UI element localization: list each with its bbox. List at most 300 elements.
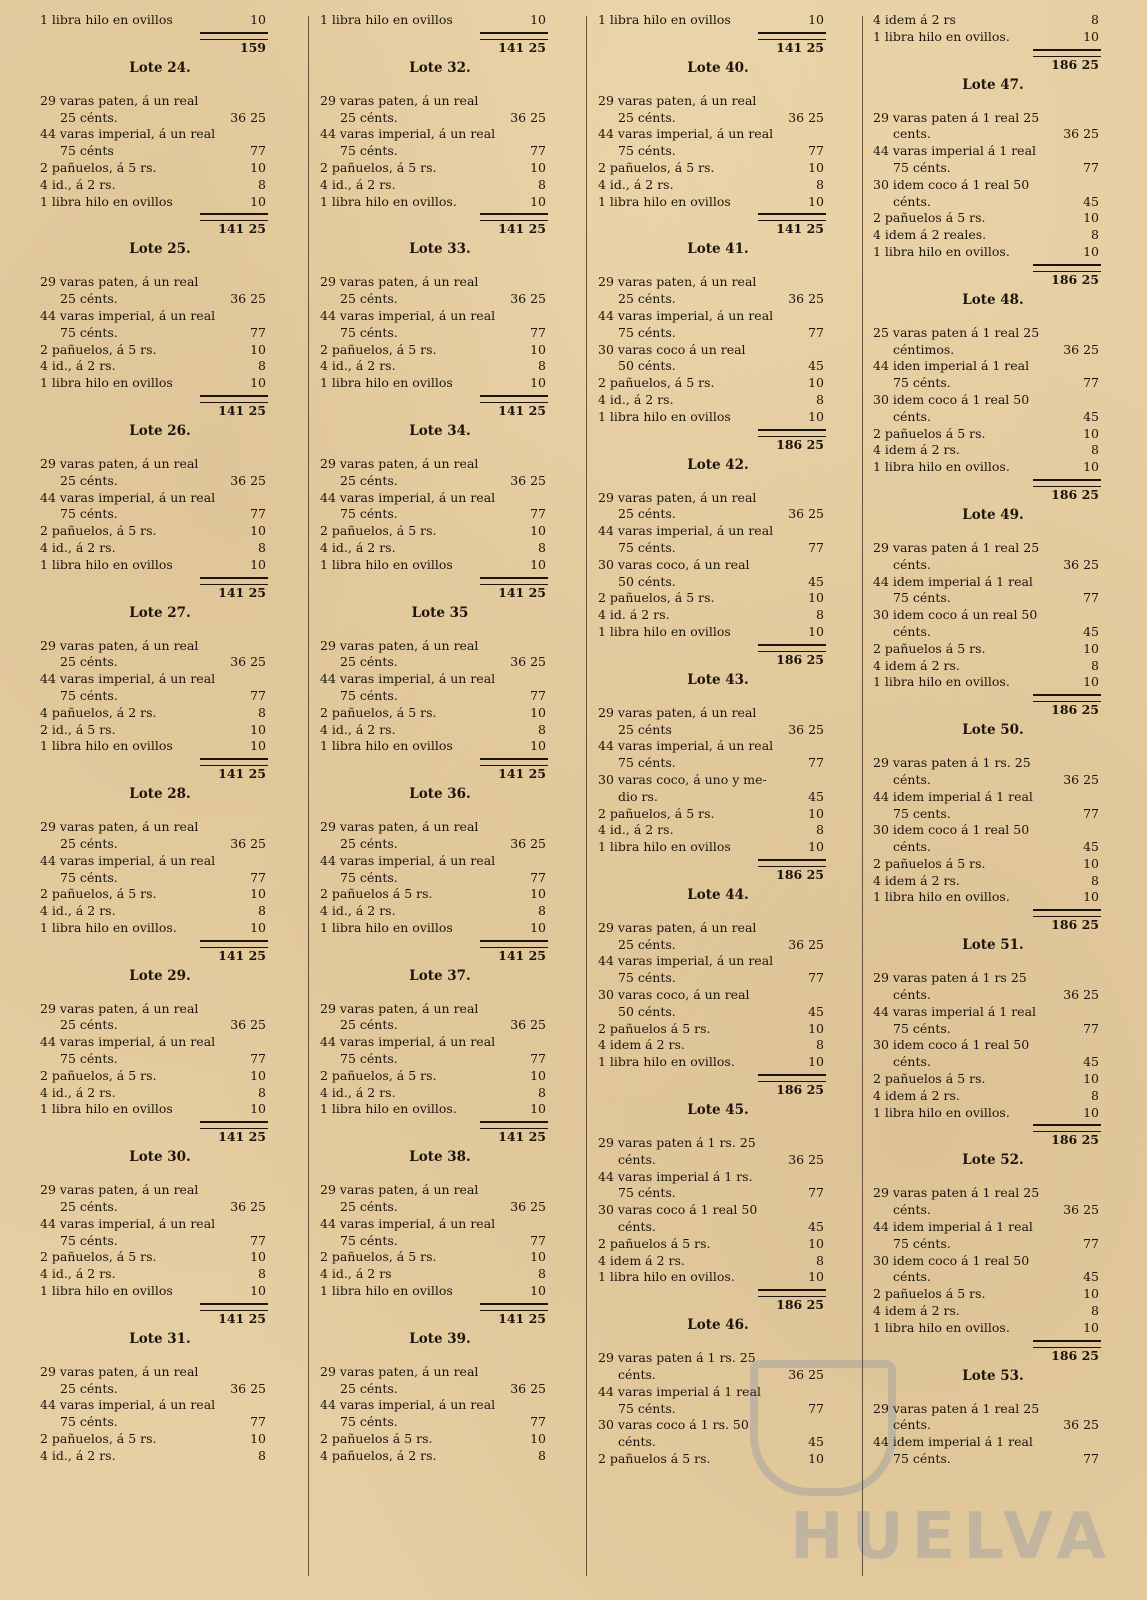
item-text: 2 pañuelos, á 5 rs. — [40, 886, 157, 902]
item-line — [40, 523, 280, 540]
item-text: 75 cénts. — [618, 755, 676, 771]
lote-total-amount: 141 25 — [498, 39, 546, 55]
item-text: 25 cénts. — [60, 1199, 118, 1215]
item-text: 29 varas paten, á un real — [598, 919, 757, 935]
lote-total — [40, 221, 280, 239]
item-amount: 77 — [1083, 1235, 1099, 1251]
item-text: 29 varas paten, á un real — [40, 1363, 199, 1379]
item-amount: 77 — [1083, 590, 1099, 606]
item-line — [598, 523, 838, 540]
item-text: cénts. — [893, 193, 931, 209]
item-text: 30 varas coco, á un real — [598, 987, 750, 1003]
item-amount: 45 — [808, 1219, 824, 1235]
item-text: 4 id., á 2 rs. — [320, 903, 396, 919]
item-text: 75 cents. — [893, 805, 951, 821]
item-text: 4 id., á 2 rs. — [598, 176, 674, 192]
item-amount: 8 — [816, 822, 824, 838]
item-amount: 77 — [530, 506, 546, 522]
item-amount: 8 — [258, 1266, 266, 1282]
lote-total — [598, 1297, 838, 1315]
item-line — [40, 375, 280, 392]
total-rule — [758, 859, 826, 867]
item-text: 25 cénts. — [340, 835, 398, 851]
item-line — [598, 110, 838, 127]
item-text: 2 pañuelos á 5 rs. — [873, 1071, 986, 1087]
column-rule — [308, 16, 309, 1576]
item-amount: 36 25 — [230, 835, 266, 851]
lote-title: Lote 31. — [129, 1330, 191, 1347]
lote-total-amount: 141 25 — [218, 402, 266, 418]
item-text: 75 cénts. — [618, 1400, 676, 1416]
item-amount: 8 — [538, 1447, 546, 1463]
item-amount: 8 — [538, 1266, 546, 1282]
item-text: 2 pañuelos, á 5 rs. — [598, 805, 715, 821]
item-line — [40, 143, 280, 160]
coat-of-arms-icon — [750, 1360, 896, 1496]
item-line — [598, 274, 838, 291]
item-line — [40, 325, 280, 342]
item-amount: 36 25 — [510, 1199, 546, 1215]
item-amount: 36 25 — [788, 506, 824, 522]
item-text: 4 idem á 2 rs. — [598, 1037, 685, 1053]
item-text: 29 varas paten, á un real — [320, 274, 479, 290]
item-line — [598, 705, 838, 722]
total-rule — [758, 1289, 826, 1297]
item-line — [873, 873, 1113, 890]
item-amount: 77 — [530, 143, 546, 159]
item-text: 30 varas coco, á uno y me- — [598, 771, 767, 787]
item-text: 2 pañuelos, á 5 rs. — [40, 523, 157, 539]
item-amount: 8 — [538, 903, 546, 919]
item-text: 2 pañuelos á 5 rs. — [598, 1451, 711, 1467]
item-text: 75 cénts. — [340, 324, 398, 340]
item-line — [598, 126, 838, 143]
total-rule — [480, 940, 548, 948]
item-text: 2 pañuelos, á 5 rs. — [320, 1249, 437, 1265]
total-rule — [480, 213, 548, 221]
item-amount: 10 — [250, 919, 266, 935]
item-amount: 77 — [530, 869, 546, 885]
item-text: cénts. — [893, 1054, 931, 1070]
item-text: 29 varas paten, á un real — [40, 455, 199, 471]
item-text: 4 idem á 2 rs. — [873, 657, 960, 673]
item-text: 29 varas paten, á un real — [40, 92, 199, 108]
item-amount: 77 — [530, 1414, 546, 1430]
item-amount: 10 — [530, 556, 546, 572]
item-text: 44 varas imperial, á un real — [320, 126, 496, 142]
item-line — [320, 1381, 560, 1398]
item-text: 4 id., á 2 rs. — [40, 1266, 116, 1282]
item-text: 75 cénts. — [340, 869, 398, 885]
item-amount: 8 — [1091, 1303, 1099, 1319]
item-line — [598, 93, 838, 110]
item-text: 44 varas imperial, á un real — [40, 1215, 216, 1231]
item-amount: 10 — [530, 523, 546, 539]
item-line — [598, 1236, 838, 1253]
item-text: 30 varas coco á 1 real 50 — [598, 1202, 758, 1218]
item-text: 1 libra hilo en ovillos — [40, 193, 173, 209]
item-amount: 8 — [1091, 657, 1099, 673]
item-amount: 10 — [1083, 889, 1099, 905]
item-amount: 10 — [530, 341, 546, 357]
item-text: 50 cénts. — [618, 1003, 676, 1019]
item-line — [40, 473, 280, 490]
item-line — [320, 490, 560, 507]
item-text: 29 varas paten, á un real — [320, 92, 479, 108]
item-amount: 77 — [808, 755, 824, 771]
item-amount: 8 — [258, 903, 266, 919]
lote-total — [320, 585, 560, 603]
item-line — [40, 12, 280, 29]
item-amount: 10 — [1083, 1286, 1099, 1302]
item-amount: 10 — [808, 193, 824, 209]
item-amount: 36 25 — [1063, 556, 1099, 572]
lote-title: Lote 38. — [409, 1149, 471, 1166]
item-text: 44 varas imperial, á un real — [40, 489, 216, 505]
item-text: 2 pañuelos á 5 rs. — [873, 855, 986, 871]
item-line — [320, 903, 560, 920]
item-text: cénts. — [893, 1269, 931, 1285]
item-line — [598, 789, 838, 806]
item-amount: 8 — [1091, 872, 1099, 888]
item-amount: 77 — [250, 1414, 266, 1430]
item-text: 4 id., á 2 rs. — [320, 539, 396, 555]
item-text: 2 pañuelos, á 5 rs. — [320, 341, 437, 357]
lote-total-amount: 186 25 — [1051, 1347, 1099, 1363]
lote-total-amount: 186 25 — [1051, 271, 1099, 287]
item-line — [873, 244, 1113, 261]
item-text: 75 cénts. — [893, 1451, 951, 1467]
lote-total-amount: 186 25 — [1051, 702, 1099, 718]
item-text: 75 cénts. — [340, 143, 398, 159]
lote-total-amount: 141 25 — [498, 584, 546, 600]
lote-title: Lote 27. — [129, 604, 191, 621]
item-line — [598, 160, 838, 177]
item-line — [598, 953, 838, 970]
item-text: 1 libra hilo en ovillos. — [873, 1319, 1010, 1335]
lote-total-amount: 141 25 — [218, 1129, 266, 1145]
total-rule — [758, 1074, 826, 1082]
item-text: 29 varas paten á 1 real 25 — [873, 1400, 1040, 1416]
item-line — [598, 291, 838, 308]
item-amount: 10 — [808, 159, 824, 175]
lote-title: Lote 44. — [687, 886, 749, 903]
item-text: 4 id., á 2 rs. — [40, 176, 116, 192]
item-line — [320, 886, 560, 903]
item-line — [320, 143, 560, 160]
item-line — [873, 325, 1113, 342]
lote-total-amount: 186 25 — [1051, 486, 1099, 502]
item-text: 30 idem coco á 1 real 50 — [873, 1037, 1030, 1053]
item-line — [320, 456, 560, 473]
item-line — [320, 1448, 560, 1465]
item-line — [320, 836, 560, 853]
item-text: 4 id., á 2 rs. — [320, 721, 396, 737]
item-line — [40, 1448, 280, 1465]
item-text: 2 pañuelos, á 5 rs. — [320, 523, 437, 539]
item-text: 4 idem á 2 rs. — [873, 872, 960, 888]
total-rule — [758, 32, 826, 40]
item-text: 44 varas imperial, á un real — [320, 1215, 496, 1231]
item-amount: 45 — [808, 1003, 824, 1019]
item-amount: 36 25 — [1063, 126, 1099, 142]
item-amount: 45 — [1083, 408, 1099, 424]
total-rule — [200, 577, 268, 585]
item-line — [873, 557, 1113, 574]
item-line — [873, 29, 1113, 46]
item-text: 2 pañuelos á 5 rs. — [320, 1431, 433, 1447]
total-rule — [480, 1121, 548, 1129]
item-line — [40, 638, 280, 655]
item-line — [320, 654, 560, 671]
item-line — [40, 1233, 280, 1250]
item-line — [40, 557, 280, 574]
item-text: 1 libra hilo en ovillos — [598, 623, 731, 639]
item-amount: 10 — [1083, 28, 1099, 44]
item-line — [873, 1219, 1113, 1236]
item-text: 4 id., á 2 rs. — [320, 1084, 396, 1100]
item-text: 2 pañuelos á 5 rs. — [598, 1235, 711, 1251]
item-line — [40, 705, 280, 722]
item-text: 4 id., á 2 rs. — [40, 903, 116, 919]
total-rule — [200, 758, 268, 766]
lote-title: Lote 25. — [129, 241, 191, 258]
item-line — [320, 342, 560, 359]
item-line — [598, 970, 838, 987]
item-amount: 10 — [808, 805, 824, 821]
item-line — [873, 110, 1113, 127]
item-amount: 77 — [530, 1232, 546, 1248]
item-amount: 10 — [808, 12, 824, 27]
item-line — [40, 920, 280, 937]
item-line — [40, 1182, 280, 1199]
total-rule — [200, 1121, 268, 1129]
item-amount: 10 — [808, 839, 824, 855]
item-text: cénts. — [893, 623, 931, 639]
item-text: 44 varas imperial, á un real — [320, 489, 496, 505]
item-line — [320, 1364, 560, 1381]
item-text: 25 cénts. — [60, 109, 118, 125]
item-amount: 36 25 — [788, 291, 824, 307]
total-rule — [1033, 49, 1101, 57]
item-text: 44 varas imperial, á un real — [40, 1034, 216, 1050]
item-amount: 8 — [258, 176, 266, 192]
lote-total — [40, 40, 280, 58]
item-amount: 77 — [250, 687, 266, 703]
item-line — [320, 126, 560, 143]
lote-title: Lote 52. — [962, 1152, 1024, 1169]
item-amount: 8 — [816, 607, 824, 623]
lote-total — [320, 221, 560, 239]
item-amount: 36 25 — [230, 1017, 266, 1033]
item-line — [40, 886, 280, 903]
item-text: 29 varas paten, á un real — [40, 274, 199, 290]
lote-total — [320, 40, 560, 58]
item-line — [598, 574, 838, 591]
item-line — [320, 1414, 560, 1431]
total-rule — [758, 644, 826, 652]
item-amount: 10 — [808, 1054, 824, 1070]
item-text: 30 idem coco á 1 real 50 — [873, 176, 1030, 192]
item-text: 1 libra hilo en ovillos — [40, 12, 173, 27]
item-text: 4 pañuelos, á 2 rs. — [320, 1447, 437, 1463]
item-line — [873, 970, 1113, 987]
item-text: 29 varas paten, á un real — [320, 1000, 479, 1016]
item-line — [40, 358, 280, 375]
item-text: 4 id., á 2 rs. — [320, 358, 396, 374]
item-text: 29 varas paten, á un real — [320, 455, 479, 471]
item-amount: 77 — [1083, 805, 1099, 821]
lote-title: Lote 24. — [129, 59, 191, 76]
item-text: 1 libra hilo en ovillos. — [873, 1104, 1010, 1120]
item-line — [598, 409, 838, 426]
item-line — [873, 1253, 1113, 1270]
total-rule — [480, 577, 548, 585]
item-amount: 8 — [258, 539, 266, 555]
item-text: 2 pañuelos, á 5 rs. — [40, 341, 157, 357]
item-text: 29 varas paten, á un real — [320, 1182, 479, 1198]
item-line — [320, 853, 560, 870]
item-text: 29 varas paten á 1 rs. 25 — [873, 755, 1031, 771]
lote-title: Lote 34. — [409, 422, 471, 439]
item-line — [873, 1088, 1113, 1105]
item-text: 25 cénts. — [340, 472, 398, 488]
item-line — [320, 160, 560, 177]
item-line — [598, 1021, 838, 1038]
item-amount: 8 — [1091, 12, 1099, 27]
item-amount: 10 — [250, 12, 266, 27]
item-line — [598, 1253, 838, 1270]
lote-total-amount: 141 25 — [498, 766, 546, 782]
item-line — [320, 1101, 560, 1118]
item-text: 4 id. á 2 rs. — [598, 607, 670, 623]
item-text: 44 varas imperial, á un real — [40, 852, 216, 868]
item-line — [598, 1054, 838, 1071]
lote-total — [598, 40, 838, 58]
lote-title: Lote 28. — [129, 786, 191, 803]
lote-total — [873, 1132, 1113, 1150]
lote-total — [873, 272, 1113, 290]
lote-total-amount: 186 25 — [776, 651, 824, 667]
item-text: 4 id., á 2 rs. — [598, 391, 674, 407]
item-text: 1 libra hilo en ovillos — [320, 375, 453, 391]
item-amount: 77 — [530, 687, 546, 703]
item-text: 4 id., á 2 rs. — [40, 1084, 116, 1100]
lote-total-amount: 141 25 — [498, 1129, 546, 1145]
item-line — [40, 1266, 280, 1283]
column-rule — [586, 16, 587, 1576]
item-line — [598, 1135, 838, 1152]
item-amount: 45 — [808, 358, 824, 374]
item-amount: 10 — [1083, 1319, 1099, 1335]
item-amount: 77 — [808, 539, 824, 555]
item-amount: 10 — [530, 704, 546, 720]
item-line — [40, 1381, 280, 1398]
item-line — [598, 624, 838, 641]
item-line — [873, 789, 1113, 806]
item-text: 30 varas coco á 1 rs. 50 — [598, 1417, 749, 1433]
item-text: 30 idem coco á 1 real 50 — [873, 822, 1030, 838]
lote-total-amount: 141 25 — [498, 1310, 546, 1326]
item-line — [598, 375, 838, 392]
item-text: 29 varas paten á 1 real 25 — [873, 109, 1040, 125]
lote-total-amount: 141 25 — [218, 1310, 266, 1326]
item-line — [873, 177, 1113, 194]
item-line — [320, 1017, 560, 1034]
item-amount: 10 — [1083, 855, 1099, 871]
column-2 — [320, 12, 560, 1465]
item-text: 44 varas imperial á 1 real — [598, 1383, 762, 1399]
item-line — [873, 442, 1113, 459]
lote-title: Lote 41. — [687, 241, 749, 258]
lote-total-amount: 186 25 — [1051, 56, 1099, 72]
item-amount: 10 — [530, 1101, 546, 1117]
total-rule — [1033, 1124, 1101, 1132]
item-line — [598, 358, 838, 375]
item-text: 25 cénts. — [60, 1380, 118, 1396]
item-line — [40, 1068, 280, 1085]
item-line — [873, 540, 1113, 557]
item-line — [40, 722, 280, 739]
item-amount: 36 25 — [788, 109, 824, 125]
item-text: 44 idem imperial á 1 real — [873, 788, 1033, 804]
item-line — [873, 987, 1113, 1004]
lote-title: Lote 51. — [962, 937, 1024, 954]
item-text: 2 pañuelos á 5 rs. — [873, 1286, 986, 1302]
item-amount: 77 — [250, 869, 266, 885]
item-line — [320, 671, 560, 688]
item-text: 75 cénts. — [893, 375, 951, 391]
item-amount: 36 25 — [788, 936, 824, 952]
item-line — [598, 607, 838, 624]
item-line — [598, 1269, 838, 1286]
item-amount: 36 25 — [1063, 771, 1099, 787]
item-amount: 36 25 — [788, 721, 824, 737]
item-line — [40, 93, 280, 110]
item-text: 44 varas imperial, á un real — [320, 1034, 496, 1050]
lote-total-amount: 141 25 — [498, 947, 546, 963]
item-line — [873, 160, 1113, 177]
item-line — [320, 1182, 560, 1199]
item-line — [873, 342, 1113, 359]
item-line — [598, 540, 838, 557]
lote-total-amount: 159 — [239, 39, 266, 55]
item-amount: 77 — [1083, 1020, 1099, 1036]
item-text: 75 cénts. — [618, 143, 676, 159]
item-line — [598, 1152, 838, 1169]
item-line — [320, 1431, 560, 1448]
item-line — [873, 210, 1113, 227]
item-text: 2 pañuelos, á 5 rs. — [40, 159, 157, 175]
item-amount: 36 25 — [230, 472, 266, 488]
item-amount: 45 — [808, 1434, 824, 1450]
lote-total-amount: 141 25 — [776, 39, 824, 55]
item-text: 2 pañuelos, á 5 rs. — [40, 1249, 157, 1265]
lote-total-amount: 186 25 — [776, 866, 824, 882]
item-line — [598, 557, 838, 574]
item-text: 75 cénts. — [340, 1414, 398, 1430]
item-text: 44 varas imperial, á un real — [598, 126, 774, 142]
item-line — [40, 506, 280, 523]
lote-title: Lote 33. — [409, 241, 471, 258]
lote-title: Lote 50. — [962, 722, 1024, 739]
lote-total — [873, 487, 1113, 505]
item-text: 44 varas imperial á 1 real — [873, 1003, 1037, 1019]
item-text: 75 cénts. — [618, 539, 676, 555]
item-amount: 36 25 — [1063, 1417, 1099, 1433]
item-text: cénts. — [893, 1417, 931, 1433]
item-text: 4 id., á 2 rs — [320, 1266, 392, 1282]
